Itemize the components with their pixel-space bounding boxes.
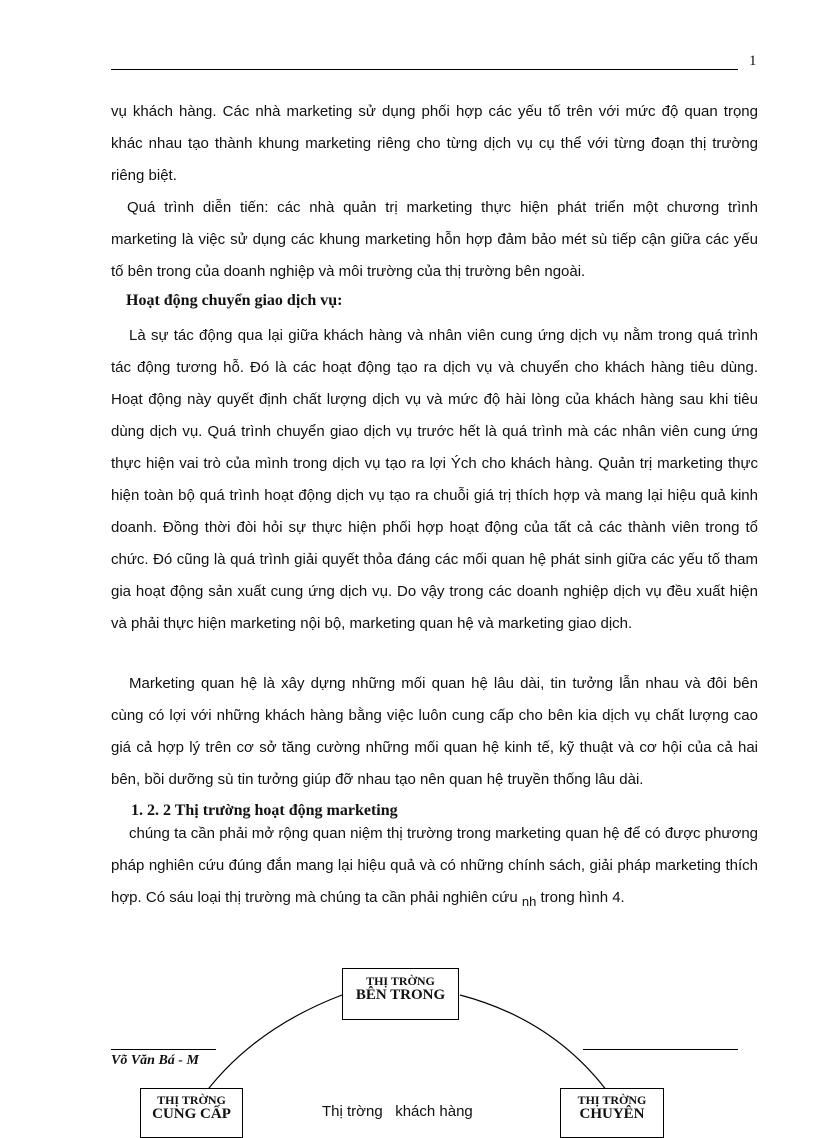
node-specialist-market-line1: THỊ TRỜNG [577, 1093, 647, 1107]
paragraph-4: Marketing quan hệ là xây dựng những mối quan hệ lâu dài, tin tưởng lẫn nhau và đôi bên cùng có lợi với những khách hàng bằng việc luôn cung cấp cho bên kia dịch vụ chất lượng cao giá cả hợp lý trên cơ sở tăng cường những mối quan hệ kinh tế, kỹ thuật và cơ hội của cả hai bên, bồi dưỡng sù tin tưởng giúp đỡ nhau tạo nên quan hệ truyền thống lâu dài. [111, 675, 758, 788]
node-specialist-market-line2: CHUYÊN [579, 1105, 645, 1122]
paragraph-5 [111, 818, 758, 918]
header-rule [111, 69, 738, 70]
node-specialist-market [560, 1088, 664, 1138]
paragraph-2: Quá trình diễn tiến: các nhà quản trị marketing thực hiện phát triển một chương trình marketing là việc sử dụng các khung marketing hỗn hợp đảm bảo mét sù tiếp cận giữa các yếu tố bên trong của doanh nghiệp và môi trường của thị trường bên ngoài. [111, 199, 758, 280]
node-supply-market-line2: CUNG CẤP [152, 1105, 231, 1122]
node-customer-market-label: Thị trờng khách hàng [322, 1103, 473, 1120]
node-internal-market-line2: BÊN TRONG [355, 986, 446, 1003]
connector-right [460, 995, 610, 1095]
node-internal-market-line1: THỊ TRỜNG [366, 974, 435, 988]
connector-left [200, 995, 342, 1100]
section-heading-market: 1. 2. 2 Thị trường hoạt động marketing [131, 802, 398, 819]
paragraph-3: Là sự tác động qua lại giữa khách hàng và nhân viên cung ứng dịch vụ nằm trong quá trình tác động tương hỗ. Đó là các hoạt động tạo ra dịch vụ và chuyển cho khách hàng tiêu dùng. Hoạt động này quyết định chất lượng dịch vụ và mức độ hài lòng của khách hàng sau khi tiêu dùng dịch vụ. Quá trình chuyển giao dịch vụ trước hết là quá trình mà các nhân viên cung ứng thực hiện vai trò của mình trong dịch vụ tạo ra lợi Ých cho khách hàng. Quản trị marketing thực hiện toàn bộ quá trình hoạt động dịch vụ tạo ra chuỗi giá trị thích hợp và mang lại hiệu quả kinh doanh. Đồng thời đòi hỏi sự thực hiện phối hợp hoạt động của tất cả các thành viên trong tổ chức. Đó cũng là quá trình giải quyết thỏa đáng các mối quan hệ phát sinh giữa các yếu tố tham gia hoạt động sản xuất cung ứng dịch vụ. Do vậy trong các doanh nghiệp dịch vụ đều xuất hiện và phải thực hiện marketing nội bộ, marketing quan hệ và marketing giao dịch. [111, 327, 758, 632]
footer-author: Võ Văn Bá - M [111, 1053, 199, 1068]
section-heading-transfer: Hoạt động chuyển giao dịch vụ: [126, 292, 343, 309]
node-supply-market-line1: THỊ TRỜNG [157, 1093, 226, 1107]
inline-subscript: nh [521, 894, 537, 909]
paragraph-5-end: trong hình 4. [540, 889, 625, 906]
footer-rule-right [583, 1049, 738, 1050]
footer-rule-left [111, 1049, 216, 1050]
paragraph-1: vụ khách hàng. Các nhà marketing sử dụng phối hợp các yếu tố trên với mức độ quan trọng khác nhau tạo thành khung marketing riêng cho từng dịch vụ cụ thể với từng đoạn thị trường riêng biệt. [111, 103, 758, 184]
page-number: 1 [749, 53, 757, 69]
paragraph-5-text: chúng ta cần phải mở rộng quan niệm thị trường trong marketing quan hệ để có được phương pháp nghiên cứu đúng đắn mang lại hiệu quả và có những chính sách, giải pháp marketing thích hợp. Có sáu loại thị trường mà chúng ta cần phải nghiên cứu [111, 825, 758, 906]
node-supply-market [140, 1088, 243, 1138]
node-internal-market [342, 968, 459, 1020]
